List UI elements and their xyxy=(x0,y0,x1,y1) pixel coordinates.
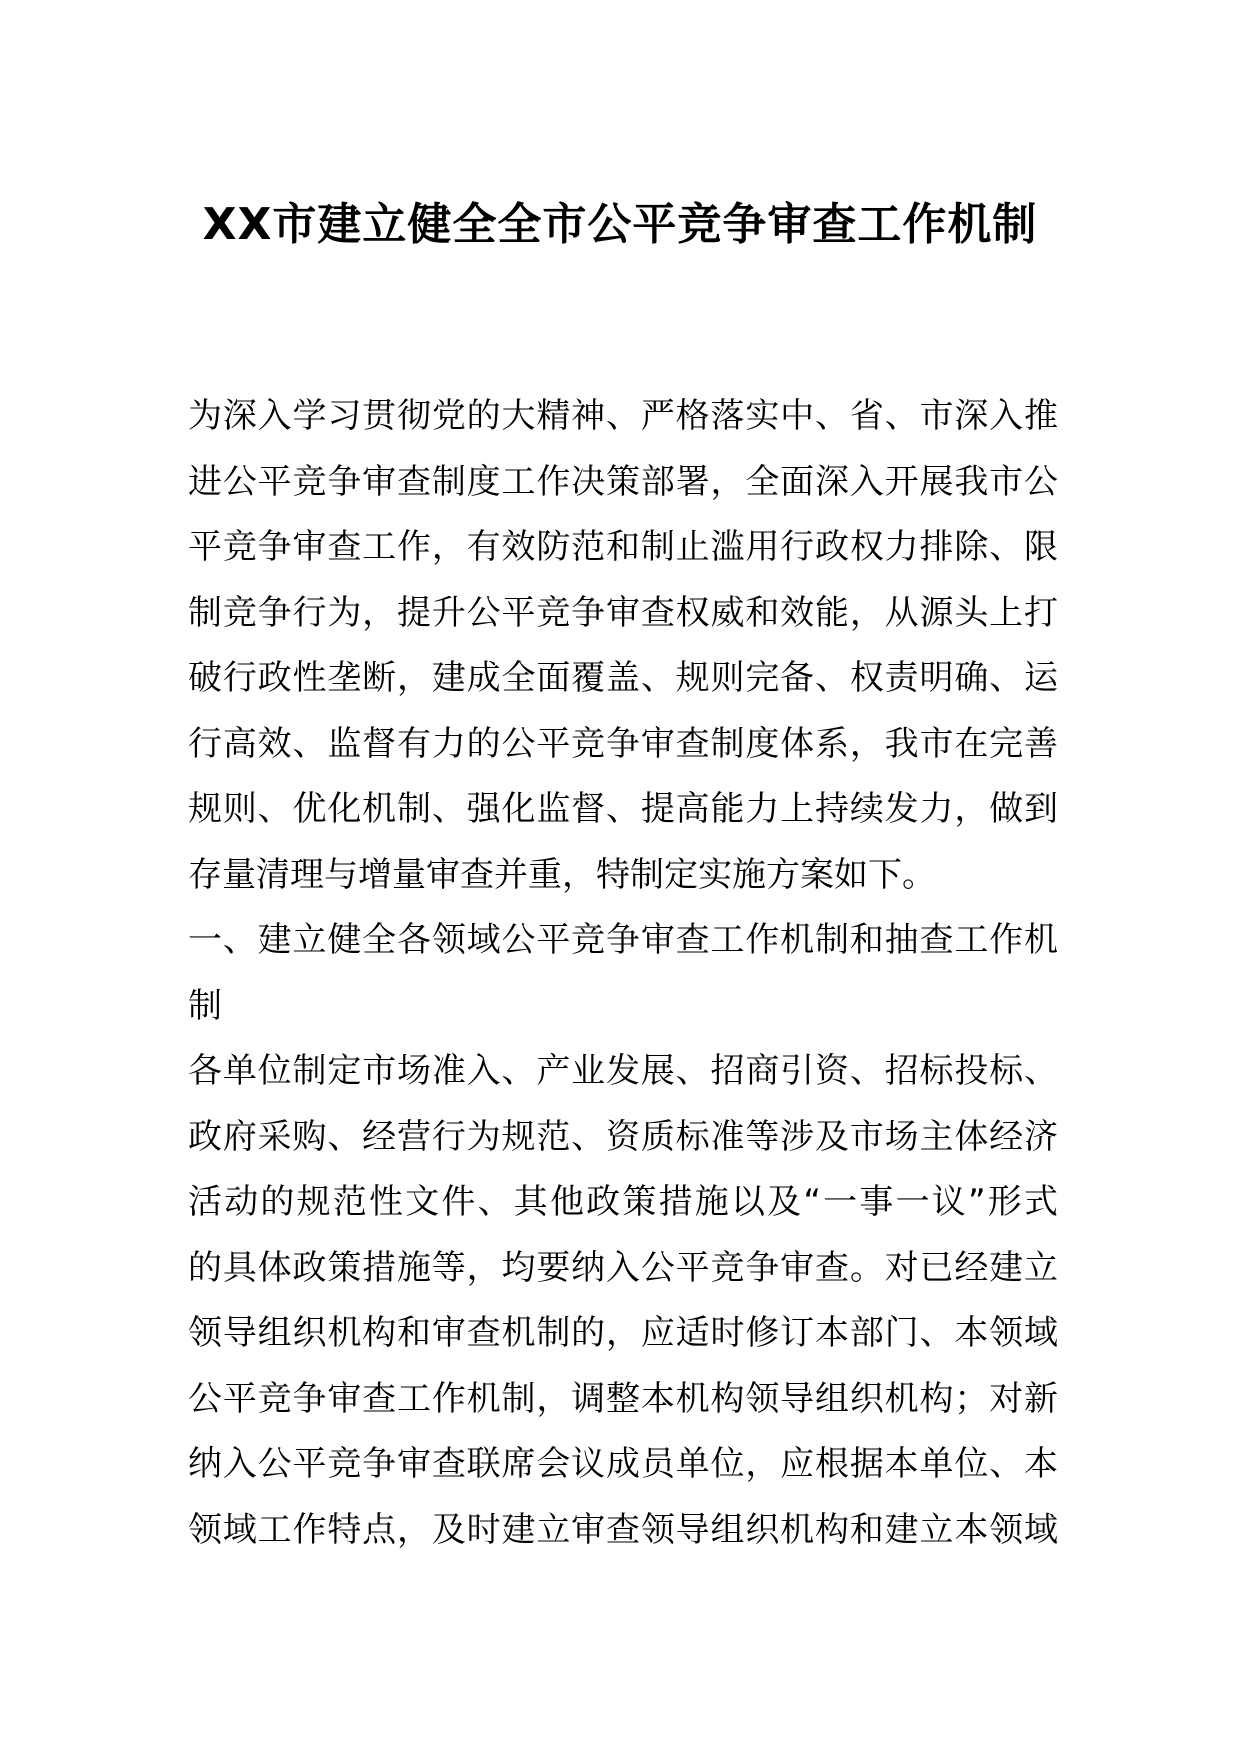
paragraph-line: 各单位制定市场准入、产业发展、招商引资、招标投标、 xyxy=(188,1051,1058,1091)
paragraph-line: 的具体政策措施等，均要纳入公平竞争审查。对已经建立 xyxy=(188,1247,1058,1288)
section-heading-line: 一、建立健全各领域公平竞争审查工作机制和抽查工作机 xyxy=(188,920,1058,960)
paragraph-line: 为深入学习贯彻党的大精神、严格落实中、省、市深入推 xyxy=(188,396,1058,436)
paragraph-line: 制竞争行为，提升公平竞争审查权威和效能，从源头上打 xyxy=(188,592,1058,633)
paragraph-line: 行高效、监督有力的公平竞争审查制度体系，我市在完善 xyxy=(188,723,1058,764)
paragraph-line: 纳入公平竞争审查联席会议成员单位，应根据本单位、本 xyxy=(188,1444,1058,1484)
paragraph-line: 领域工作特点，及时建立审查领导组织机构和建立本领域 xyxy=(188,1509,1058,1550)
paragraph-line: 领导组织机构和审查机制的，应适时修订本部门、本领域 xyxy=(188,1313,1058,1353)
document-body xyxy=(188,384,1058,1563)
paragraph-line: 政府采购、经营行为规范、资质标准等涉及市场主体经济 xyxy=(188,1116,1058,1157)
paragraph-line: 公平竞争审查工作机制，调整本机构领导组织机构；对新 xyxy=(188,1378,1058,1419)
paragraph-line: 存量清理与增量审查并重，特制定实施方案如下。 xyxy=(188,854,936,895)
paragraph-line: 破行政性垄断，建成全面覆盖、规则完备、权责明确、运 xyxy=(188,658,1058,698)
paragraph-line: 平竞争审查工作，有效防范和制止滥用行政权力排除、限 xyxy=(188,527,1058,567)
paragraph-line: 进公平竞争审查制度工作决策部署，全面深入开展我市公 xyxy=(188,461,1058,502)
paragraph-line: 活动的规范性文件、其他政策措施以及“一事一议”形式 xyxy=(188,1182,1058,1222)
section-heading-line: 制 xyxy=(188,985,222,1026)
document-title: XX市建立健全全市公平竞争审查工作机制 xyxy=(202,199,1038,250)
paragraph-line: 规则、优化机制、强化监督、提高能力上持续发力，做到 xyxy=(188,789,1058,829)
